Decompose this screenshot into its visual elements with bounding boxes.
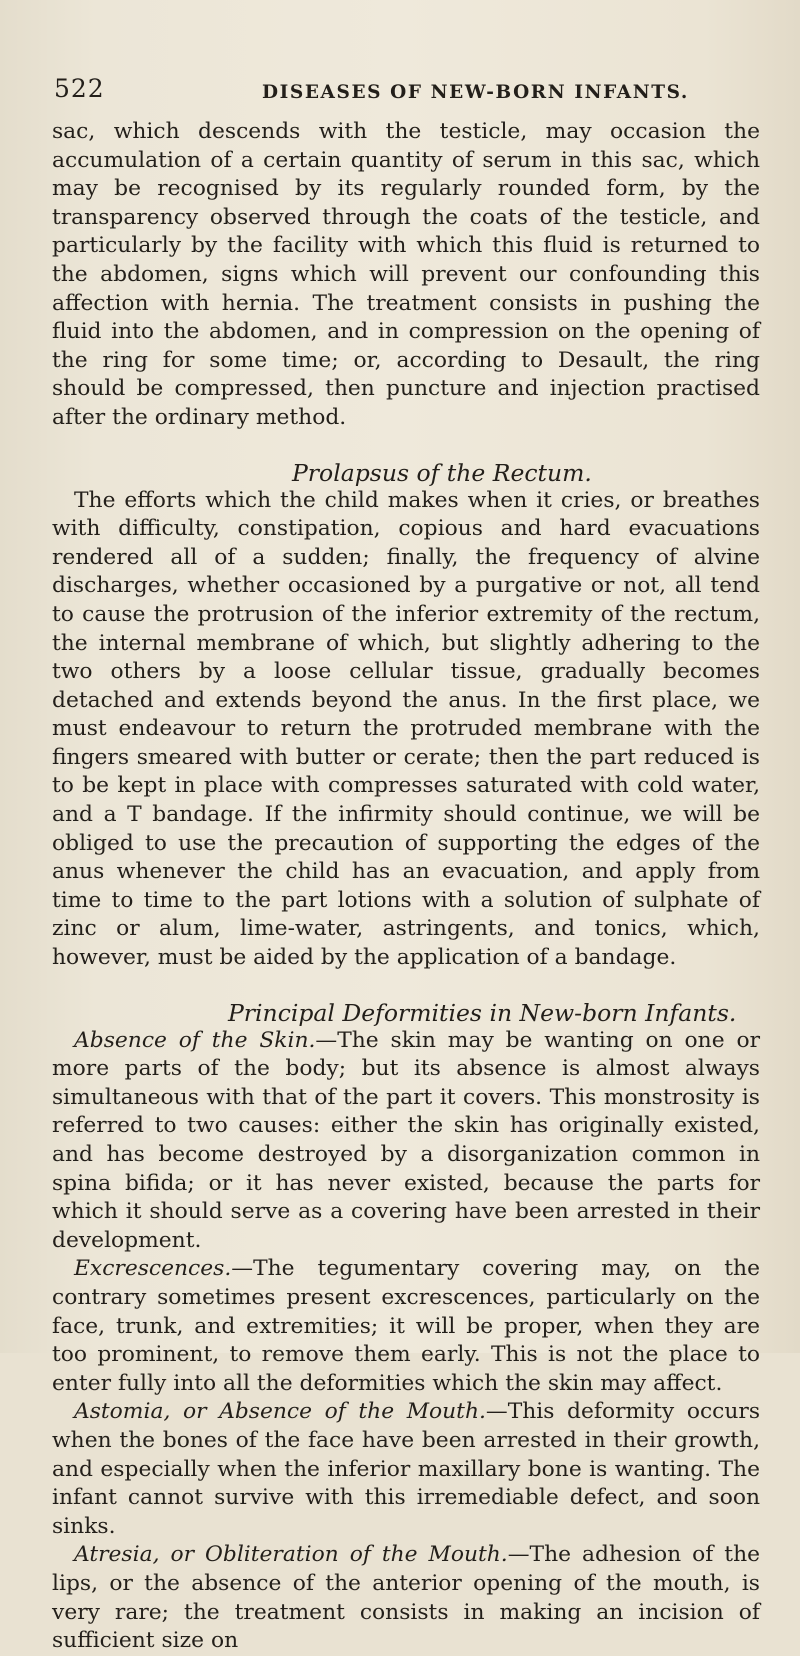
absence-skin-paragraph	[52, 1027, 760, 1256]
section-heading-deformities: Principal Deformities in New-born Infants.	[228, 998, 737, 1027]
excrescences-text: —The tegumentary covering may, on the contrary sometimes present excrescences, particularly on the face, trunk, and extremities; it will be proper, when they are too prominent, to remove them early. This is not the place to enter fully into all the deformities which the skin may affect.	[52, 1256, 760, 1396]
atresia-text: —The adhesion of the lips, or the absence of the anterior opening of the mouth, is very rare; the treatment consists in making an incision of sufficient size on	[52, 1542, 761, 1654]
prolapsus-paragraph: The efforts which the child makes when it cries, or breathes with difficulty, constipation, copious and hard evacuations rendered all of a sudden; finally, the frequency of alvine discharges, whether occasioned by a purgative or not, all tend to cause the protrusion of the inferior extremity of the rectum, the internal membrane of which, but slightly adhering to the two others by a loose cellular tissue, gradually becomes detached and extends beyond the anus. In the first place, we must endeavour to return the protruded membrane with the fingers smeared with butter or cerate; then the part reduced is to be kept in place with compresses saturated with cold water, and a T bandage. If the infirmity should continue, we will be obliged to use the precaution of supporting the edges of the anus whenever the child has an evacuation, and apply from time to time to the part lotions with a solution of sulphate of zinc or alum, lime-water, astringents, and tonics, which, however, must be aided by the application of a bandage.	[52, 487, 760, 971]
continuation-paragraph: sac, which descends with the testicle, may occasion the accumulation of a certain quantity of serum in this sac, which may be recognised by its regularly rounded form, by the transparency observed through the coats of the testicle, and particularly by the facility with which this fluid is returned to the abdomen, signs which will prevent our confounding this affection with hernia. The treatment consists in pushing the fluid into the abdomen, and in compression on the opening of the ring for some time; or, according to Desault, the ring should be compressed, then puncture and injection practised after the ordinary method.	[52, 119, 760, 430]
excrescences-paragraph	[52, 1255, 760, 1398]
absence-skin-text: —The skin may be wanting on one or more parts of the body; but its absence is almost always simultaneous with that of the part it covers. This monstrosity is referred to two causes: either the skin has originally existed, and has become destroyed by a disorganization common in spina bifida; or it has never existed, because the parts for which it should serve as a covering have been arrested in their development.	[52, 1027, 760, 1253]
page-number: 522	[54, 74, 105, 103]
section-heading-prolapsus: Prolapsus of the Rectum.	[292, 458, 592, 487]
excrescences-term: Excrescences.	[74, 1256, 232, 1282]
astomia-term: Astomia, or Absence of the Mouth.	[74, 1399, 486, 1425]
page-header	[52, 74, 760, 118]
atresia-paragraph	[52, 1541, 760, 1655]
atresia-term: Atresia, or Obliteration of the Mouth.	[74, 1542, 508, 1568]
astomia-paragraph	[52, 1398, 760, 1541]
astomia-text: —This deformity occurs when the bones of the face have been arrested in their growth, and especially when the inferior maxillary bone is wanting. The infant cannot survive with this irremediable defect, and soon sinks.	[52, 1399, 761, 1539]
absence-skin-term: Absence of the Skin.	[74, 1027, 316, 1053]
running-head: DISEASES OF NEW-BORN INFANTS.	[262, 82, 689, 103]
